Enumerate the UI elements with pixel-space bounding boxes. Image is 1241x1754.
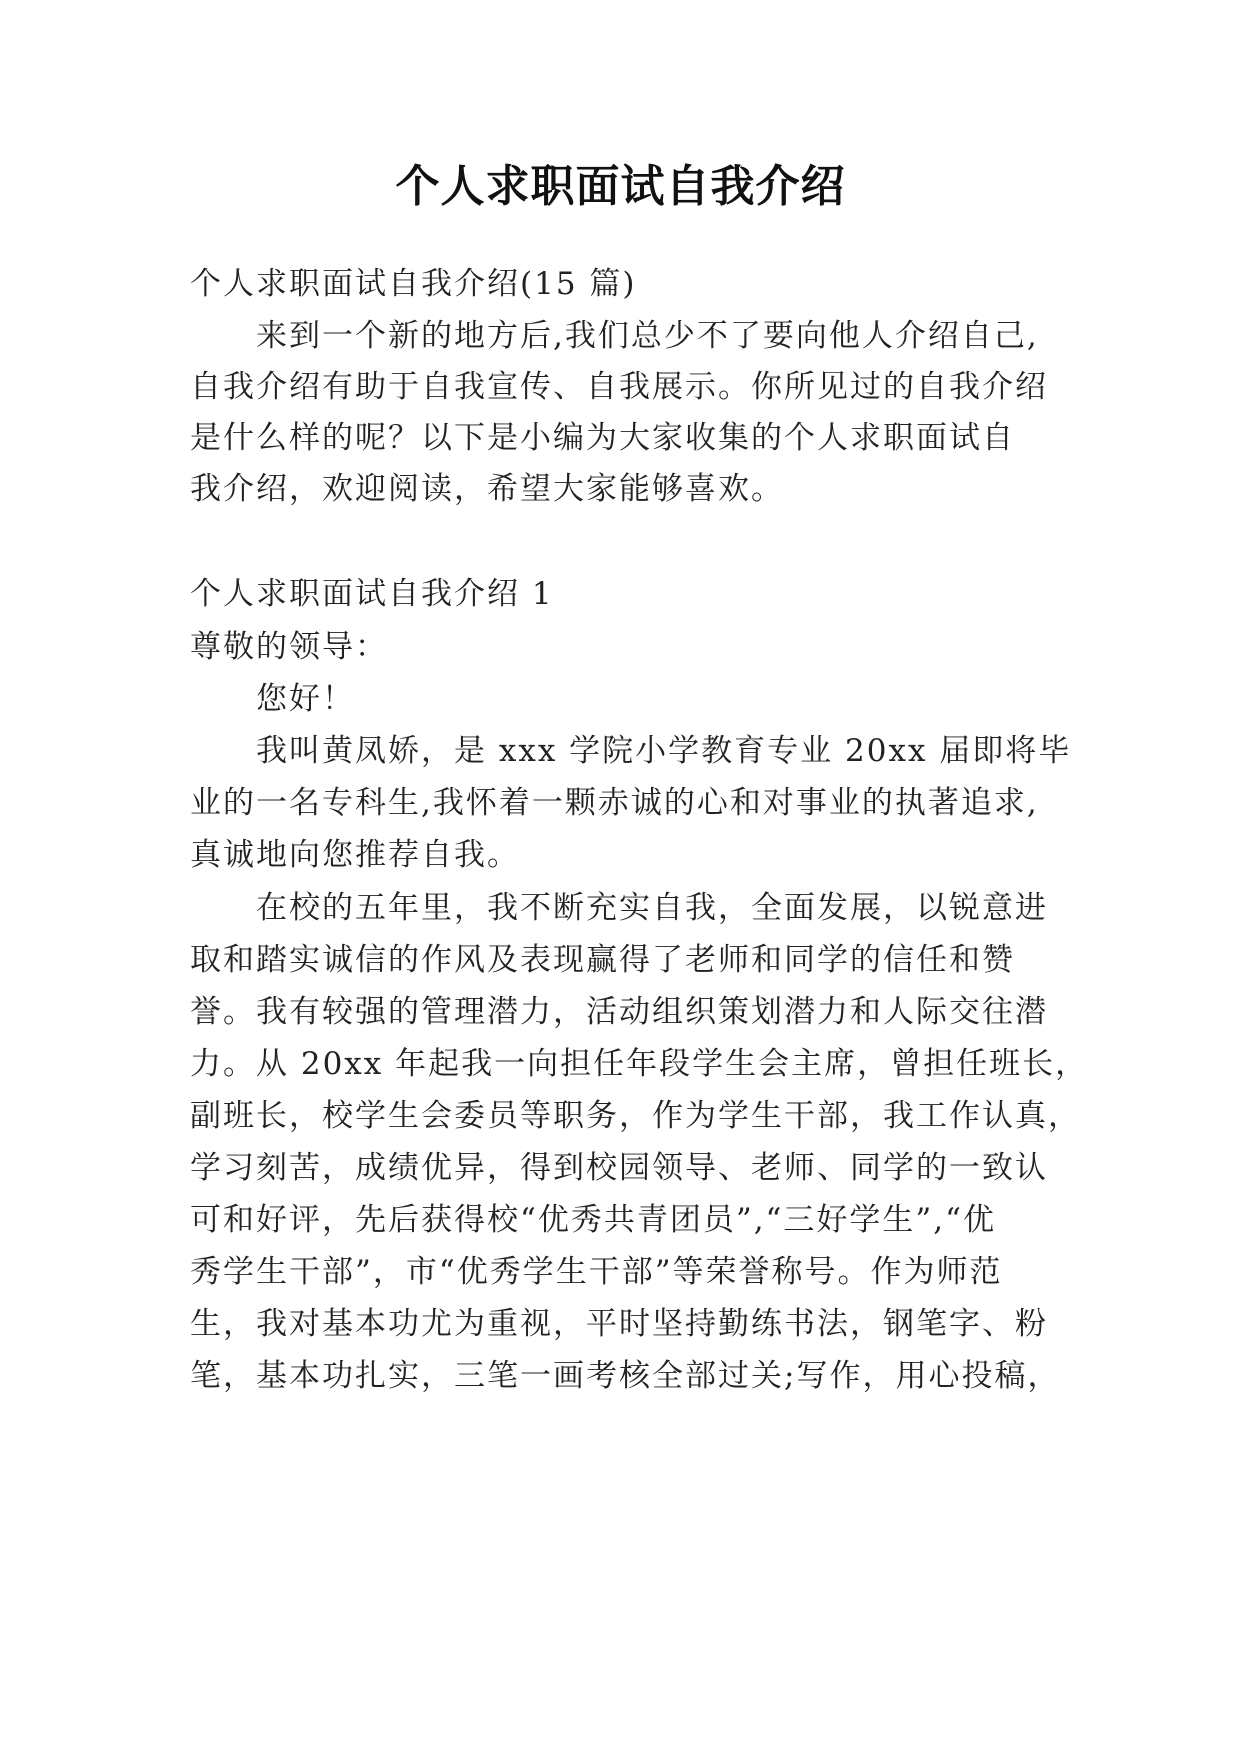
paragraph-line: 誉。我有较强的管理潜力，活动组织策划潜力和人际交往潜	[190, 994, 1048, 1030]
paragraph-line: 取和踏实诚信的作风及表现赢得了老师和同学的信任和赞	[190, 942, 1015, 978]
paragraph-line: 秀学生干部”，市“优秀学生干部”等荣誉称号。作为师范	[190, 1254, 1003, 1290]
paragraph-line: 力。从 20xx 年起我一向担任年段学生会主席，曾担任班长，	[190, 1046, 1089, 1082]
paragraph-line: 生，我对基本功尤为重视，平时坚持勤练书法，钢笔字、粉	[190, 1306, 1048, 1342]
paragraph-line: 可和好评，先后获得校“优秀共青团员”,“三好学生”,“优	[190, 1202, 996, 1238]
paragraph-line: 笔，基本功扎实，三笔一画考核全部过关;写作，用心投稿，	[190, 1358, 1061, 1394]
intro-line: 自我介绍有助于自我宣传、自我展示。你所见过的自我介绍	[190, 369, 1048, 405]
document-title: 个人求职面试自我介绍	[395, 161, 846, 212]
intro-line: 是什么样的呢？以下是小编为大家收集的个人求职面试自	[190, 420, 1015, 456]
document-subtitle: 个人求职面试自我介绍(15 篇)	[190, 266, 637, 302]
intro-line: 我介绍，欢迎阅读，希望大家能够喜欢。	[190, 471, 784, 507]
paragraph-line: 学习刻苦，成绩优异，得到校园领导、老师、同学的一致认	[190, 1150, 1048, 1186]
section-heading: 个人求职面试自我介绍 1	[190, 576, 554, 612]
paragraph-line: 真诚地向您推荐自我。	[190, 837, 520, 873]
intro-line: 来到一个新的地方后,我们总少不了要向他人介绍自己,	[256, 318, 1039, 354]
paragraph-line: 我叫黄凤娇，是 xxx 学院小学教育专业 20xx 届即将毕	[256, 733, 1072, 769]
paragraph-line: 副班长，校学生会委员等职务，作为学生干部，我工作认真，	[190, 1098, 1081, 1134]
document-body	[190, 0, 1089, 1754]
paragraph-line: 在校的五年里，我不断充实自我，全面发展，以锐意进	[256, 890, 1048, 926]
salutation: 尊敬的领导：	[190, 629, 388, 665]
paragraph-line: 业的一名专科生,我怀着一颗赤诚的心和对事业的执著追求,	[190, 785, 1039, 821]
greeting: 您好！	[256, 681, 355, 717]
